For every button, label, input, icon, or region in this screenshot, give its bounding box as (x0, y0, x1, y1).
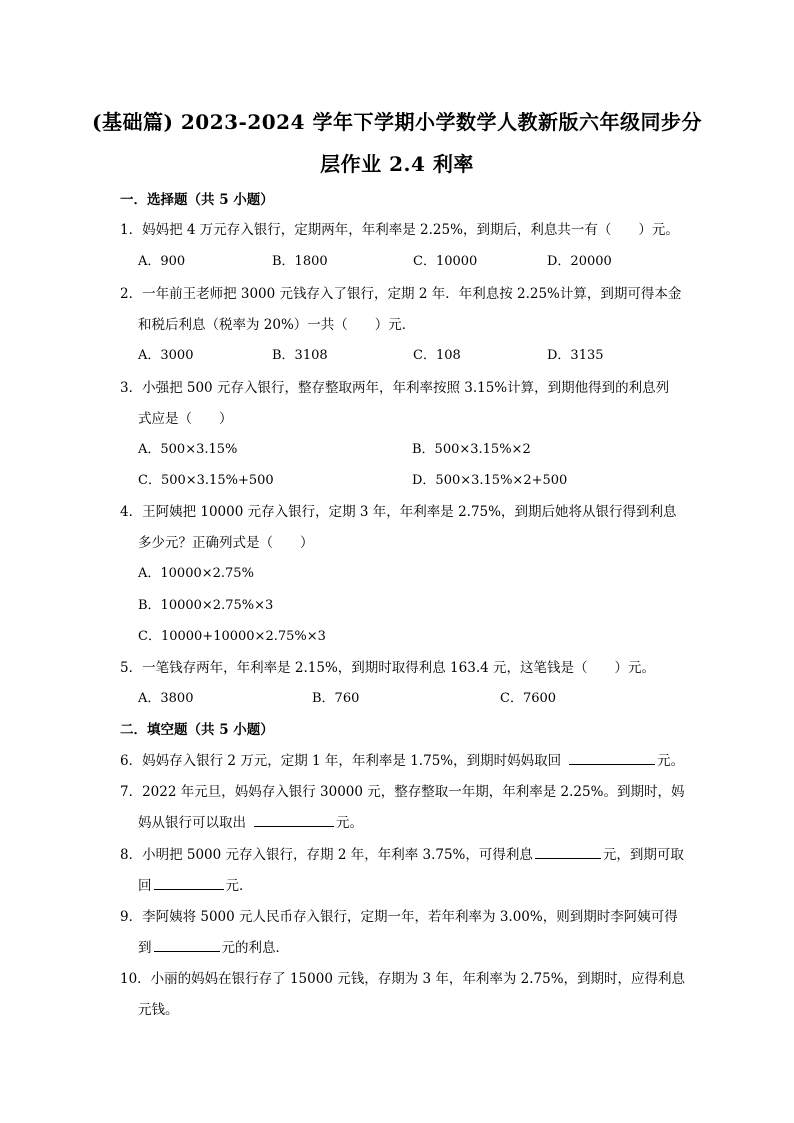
question-9-line-2 (138, 936, 289, 956)
question-2-option-a: A．3000 (138, 348, 194, 363)
question-8-text: 8．小明把 5000 元存入银行，存期 2 年，年利率 3.75%，可得利息 (120, 847, 533, 863)
question-2-text-line-1: 2．一年前王老师把 3000 元钱存入了银行，定期 2 年．年利息按 2.25%计算，到期可得本金 (120, 286, 682, 302)
question-2-option-c: C．108 (413, 348, 461, 363)
question-3-option-c: C．500×3.15%+500 (138, 473, 274, 488)
question-2-option-b: B．3108 (272, 348, 328, 363)
question-9-unit: 元的利息． (221, 940, 289, 956)
question-7-line-2 (138, 811, 363, 831)
question-7-text: 妈从银行可以取出 (138, 815, 246, 831)
question-3-option-a: A．500×3.15% (138, 442, 238, 457)
question-3-option-d: D．500×3.15%×2+500 (412, 473, 568, 488)
question-8-line-2 (138, 874, 253, 894)
question-8-unit: 元． (225, 878, 253, 894)
question-6-text: 6．妈妈存入银行 2 万元，定期 1 年，年利率是 1.75%，到期时妈妈取回 (120, 753, 562, 769)
answer-blank[interactable] (254, 814, 334, 827)
question-7-unit: 元。 (336, 815, 363, 831)
question-9-text-line-1: 9．李阿姨将 5000 元人民币存入银行，定期一年，若年利率为 3.00%，则到期时李阿姨可得 (120, 909, 678, 925)
question-1-option-b: B．1800 (272, 254, 328, 269)
answer-blank[interactable] (569, 752, 655, 765)
doc-title-line-2: 层作业 2.4 利率 (320, 152, 474, 176)
question-8-line-1 (120, 843, 684, 863)
question-9-text-2: 到 (138, 940, 152, 956)
question-8-text-2: 回 (138, 878, 152, 894)
question-5-text: 5．一笔钱存两年，年利率是 2.15%，到期时取得利息 163.4 元，这笔钱是（ ）元。 (120, 660, 655, 676)
question-10-text-line-2: 元钱。 (138, 1002, 179, 1018)
question-5-option-c: C．7600 (500, 691, 557, 706)
question-4-option-a: A．10000×2.75% (138, 566, 254, 581)
question-6-unit: 元。 (657, 753, 685, 769)
question-1-option-d: D．20000 (547, 254, 612, 269)
question-4-option-c: C．10000+10000×2.75%×3 (138, 629, 326, 644)
question-2-text-line-2: 和税后利息（税率为 20%）一共（ ）元． (138, 317, 416, 333)
answer-blank[interactable] (535, 846, 601, 859)
doc-title-line-1: (基础篇) 2023-2024 学年下学期小学数学人教新版六年级同步分 (92, 110, 702, 134)
question-1-text: 1．妈妈把 4 万元存入银行，定期两年，年利率是 2.25%，到期后，利息共一有（ ）元。 (120, 222, 679, 238)
question-2-option-d: D．3135 (547, 348, 604, 363)
question-3-option-b: B．500×3.15%×2 (412, 442, 531, 457)
question-3-text-line-1: 3．小强把 500 元存入银行，整存整取两年，年利率按照 3.15%计算，到期他得到的利息列 (120, 380, 670, 396)
answer-blank[interactable] (154, 939, 220, 952)
question-1-option-a: A．900 (138, 254, 186, 269)
question-4-option-b: B．10000×2.75%×3 (138, 598, 274, 613)
question-6-line (120, 749, 684, 769)
question-3-text-line-2: 式应是（ ） (138, 411, 233, 427)
question-7-text-line-1: 7．2022 年元旦，妈妈存入银行 30000 元，整存整取一年期，年利率是 2.25%。到期时，妈 (120, 784, 685, 800)
section-heading-choice: 一．选择题（共 5 小题） (120, 192, 274, 208)
question-5-option-a: A．3800 (138, 691, 194, 706)
question-4-text-line-1: 4．王阿姨把 10000 元存入银行，定期 3 年，年利率是 2.75%，到期后她将从银行得到利息 (120, 504, 677, 520)
question-5-option-b: B．760 (312, 691, 360, 706)
question-10-text-line-1: 10．小丽的妈妈在银行存了 15000 元钱，存期为 3 年，年利率为 2.75%，到期时，应得利息 (120, 971, 686, 987)
question-1-option-c: C．10000 (413, 254, 478, 269)
section-heading-fill: 二．填空题（共 5 小题） (120, 722, 274, 738)
answer-blank[interactable] (154, 877, 224, 890)
question-8-mid: 元，到期可取 (602, 847, 684, 863)
question-4-text-line-2: 多少元？正确列式是（ ） (138, 535, 314, 551)
